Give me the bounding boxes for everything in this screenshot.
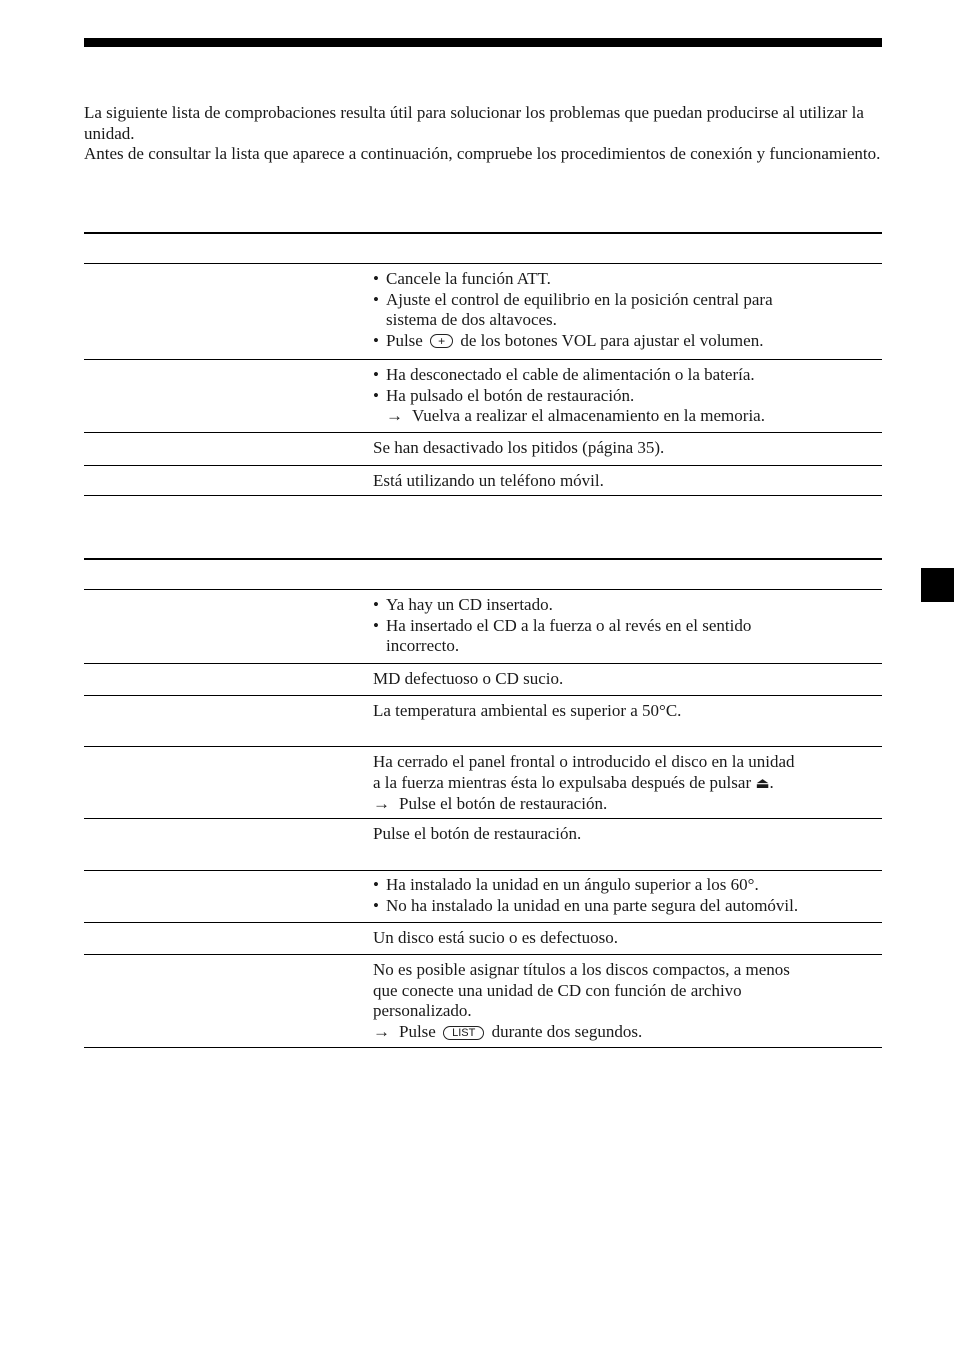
solution-item: • Ya hay un CD insertado. xyxy=(373,595,893,616)
arrow-right-icon: → xyxy=(386,406,403,425)
solution-cell xyxy=(373,595,893,657)
solution-text: Pulse xyxy=(386,330,423,350)
solution-cell xyxy=(373,365,893,427)
solution-text: durante dos segundos. xyxy=(491,1021,643,1041)
solution-cell xyxy=(373,701,893,722)
solution-text: de los botones VOL para ajustar el volumen. xyxy=(460,330,764,350)
solution-text: MD defectuoso o CD sucio. xyxy=(373,669,564,688)
table-header xyxy=(84,232,882,264)
solution-text: Está utilizando un teléfono móvil. xyxy=(373,471,604,490)
intro-paragraph-2: Antes de consultar la lista que aparece a continuación, compruebe los procedimientos de conexión y funcionamiento. xyxy=(84,144,881,163)
solution-cell xyxy=(373,960,893,1042)
arrow-right-icon: → xyxy=(373,794,390,813)
table-row xyxy=(84,264,882,360)
solution-item xyxy=(373,331,893,352)
arrow-right-icon: → xyxy=(373,1021,390,1041)
list-key-icon: LIST xyxy=(443,1026,484,1040)
table-row xyxy=(84,819,882,871)
header-bar xyxy=(84,38,882,47)
solution-action xyxy=(373,1022,893,1043)
general-troubleshooting-table xyxy=(84,232,882,496)
solution-cell xyxy=(373,824,893,845)
solution-item: • Ha pulsado el botón de restauración. xyxy=(373,386,893,407)
intro-paragraph-1: La siguiente lista de comprobaciones resulta útil para solucionar los problemas que puedan producirse al utilizar la unidad. xyxy=(84,103,864,143)
solution-cell xyxy=(373,752,893,815)
solution-item: • Ha desconectado el cable de alimentación o la batería. xyxy=(373,365,893,386)
solution-item: • Ha insertado el CD a la fuerza o al revés en el sentido xyxy=(373,616,893,637)
solution-action xyxy=(373,794,893,815)
table-header xyxy=(84,558,882,590)
solution-item: • Ha instalado la unidad en un ángulo superior a los 60°. xyxy=(373,875,893,896)
solution-text: La temperatura ambiental es superior a 50°C. xyxy=(373,701,682,720)
solution-text: Pulse xyxy=(399,1021,436,1041)
table-row xyxy=(84,664,882,696)
section-tab-marker xyxy=(921,568,954,602)
intro-text xyxy=(84,103,884,165)
table-row xyxy=(84,360,882,433)
table-row xyxy=(84,433,882,466)
solution-action xyxy=(373,406,893,427)
solution-cell xyxy=(373,471,893,492)
solution-text: personalizado. xyxy=(373,1001,472,1020)
solution-text: No es posible asignar títulos a los discos compactos, a menos xyxy=(373,960,790,979)
solution-text: Un disco está sucio o es defectuoso. xyxy=(373,928,619,947)
solution-text: Se han desactivado los pitidos (página 35). xyxy=(373,438,665,457)
table-row xyxy=(84,955,882,1048)
table-row xyxy=(84,590,882,664)
solution-text: que conecte una unidad de CD con función de archivo xyxy=(373,980,742,1000)
solution-item-continued: incorrecto. xyxy=(386,636,460,655)
solution-text: Ha cerrado el panel frontal o introducido el disco en la unidad xyxy=(373,752,795,771)
solution-text: Pulse el botón de restauración. xyxy=(399,794,608,813)
solution-cell xyxy=(373,875,893,916)
table-row xyxy=(84,923,882,955)
table-row xyxy=(84,747,882,819)
disc-troubleshooting-table xyxy=(84,558,882,1048)
solution-item-continued: sistema de dos altavoces. xyxy=(386,310,557,329)
eject-icon: ⏏ xyxy=(755,775,770,792)
solution-text: Pulse el botón de restauración. xyxy=(373,824,582,843)
solution-text: a la fuerza mientras ésta lo expulsaba después de pulsar xyxy=(373,772,752,792)
solution-text: a la fuerza mientras ésta lo expulsaba después de pulsar ⏏. xyxy=(373,773,893,795)
plus-key-icon: + xyxy=(430,334,453,348)
solution-cell xyxy=(373,269,893,351)
solution-cell xyxy=(373,438,893,459)
solution-item: • No ha instalado la unidad en una parte segura del automóvil. xyxy=(373,896,893,917)
table-row xyxy=(84,871,882,923)
solution-cell xyxy=(373,928,893,949)
table-row xyxy=(84,466,882,496)
solution-item: • Ajuste el control de equilibrio en la posición central para xyxy=(373,290,893,311)
solution-item: • Cancele la función ATT. xyxy=(373,269,893,290)
solution-text: Vuelva a realizar el almacenamiento en la memoria. xyxy=(412,406,765,425)
solution-cell xyxy=(373,669,893,690)
table-row xyxy=(84,696,882,747)
